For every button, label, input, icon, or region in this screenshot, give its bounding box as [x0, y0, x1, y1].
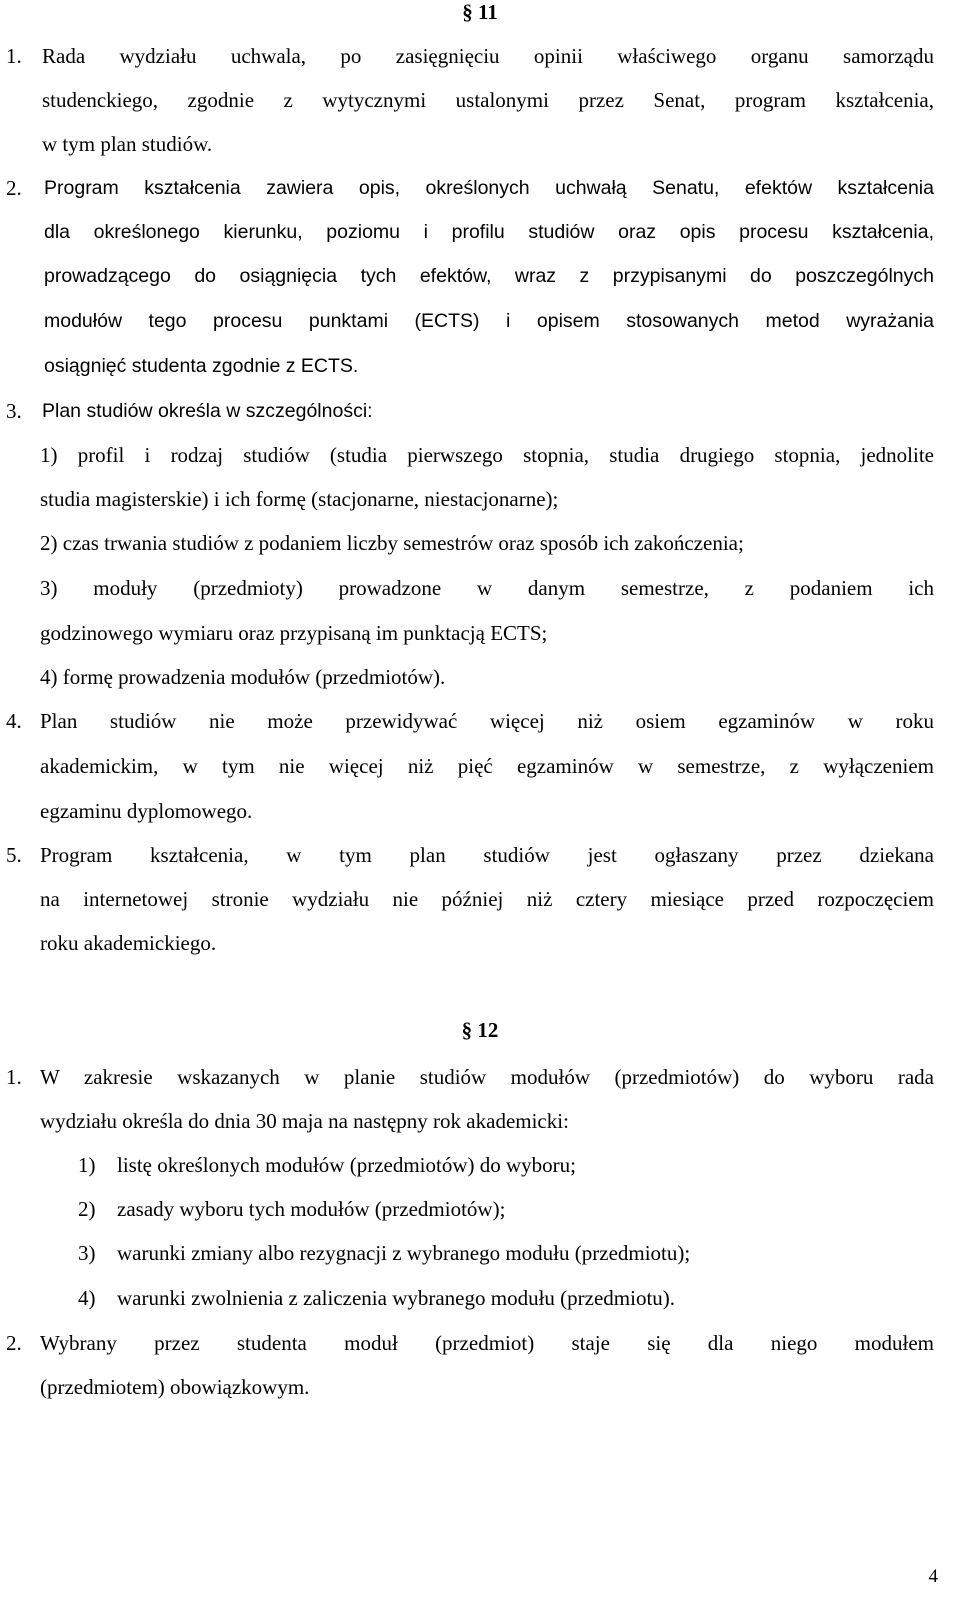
- paragraph-line: Rada wydziału uchwala, po zasięgnięciu opinii właściwego organu samorządu: [42, 44, 934, 68]
- paragraph-line: studenckiego, zgodnie z wytycznymi ustalonymi przez Senat, program kształcenia,: [42, 88, 934, 112]
- paragraph-line: wydziału określa do dnia 30 maja na następny rok akademicki:: [40, 1109, 569, 1133]
- paragraph-line: Program kształcenia zawiera opis, określonych uchwałą Senatu, efektów kształcenia: [44, 177, 934, 199]
- section-heading-12: § 12: [461, 1018, 499, 1042]
- list-item: warunki zwolnienia z zaliczenia wybranego modułu (przedmiotu).: [117, 1286, 676, 1310]
- paragraph-line: modułów tego procesu punktami (ECTS) i opisem stosowanych metod wyrażania: [44, 310, 934, 332]
- paragraph-number: 1.: [6, 1065, 22, 1089]
- paragraph-line: Plan studiów nie może przewidywać więcej niż osiem egzaminów w roku: [40, 709, 934, 733]
- paragraph-line: dla określonego kierunku, poziomu i profilu studiów oraz opis procesu kształcenia,: [44, 221, 934, 243]
- list-item: warunki zmiany albo rezygnacji z wybranego modułu (przedmiotu);: [117, 1241, 691, 1265]
- paragraph-line: Wybrany przez studenta moduł (przedmiot) staje się dla niego modułem: [40, 1331, 934, 1355]
- list-item-number: 1): [78, 1153, 96, 1177]
- paragraph-line: w tym plan studiów.: [42, 132, 213, 156]
- paragraph-line: godzinowego wymiaru oraz przypisaną im punktacją ECTS;: [40, 621, 548, 645]
- section-heading-11: § 11: [462, 0, 498, 24]
- paragraph-line: 2) czas trwania studiów z podaniem liczby semestrów oraz sposób ich zakończenia;: [40, 531, 744, 555]
- paragraph-line: na internetowej stronie wydziału nie później niż cztery miesiące przed rozpoczęciem: [40, 887, 934, 911]
- paragraph-line: roku akademickiego.: [40, 931, 217, 955]
- paragraph-number: 2.: [6, 176, 22, 200]
- paragraph-line: Plan studiów określa w szczególności:: [42, 400, 373, 422]
- paragraph-line: prowadzącego do osiągnięcia tych efektów, wraz z przypisanymi do poszczególnych: [44, 265, 934, 287]
- paragraph-line: studia magisterskie) i ich formę (stacjonarne, niestacjonarne);: [40, 487, 559, 511]
- page-number: 4: [928, 1566, 938, 1587]
- paragraph-line: 1) profil i rodzaj studiów (studia pierwszego stopnia, studia drugiego stopnia, jednolite: [40, 443, 934, 467]
- list-item: listę określonych modułów (przedmiotów) do wyboru;: [117, 1153, 577, 1177]
- paragraph-line: 3) moduły (przedmioty) prowadzone w danym semestrze, z podaniem ich: [40, 576, 934, 600]
- paragraph-number: 5.: [6, 843, 22, 867]
- paragraph-line: osiągnięć studenta zgodnie z ECTS.: [44, 355, 359, 377]
- paragraph-number: 2.: [6, 1331, 22, 1355]
- paragraph-number: 3.: [6, 399, 22, 423]
- paragraph-line: egzaminu dyplomowego.: [40, 799, 253, 823]
- paragraph-number: 1.: [6, 44, 22, 68]
- paragraph-line: W zakresie wskazanych w planie studiów modułów (przedmiotów) do wyboru rada: [40, 1065, 934, 1089]
- paragraph-number: 4.: [6, 709, 22, 733]
- paragraph-line: 4) formę prowadzenia modułów (przedmiotów).: [40, 665, 446, 689]
- paragraph-line: akademickim, w tym nie więcej niż pięć egzaminów w semestrze, z wyłączeniem: [40, 754, 934, 778]
- paragraph-line: (przedmiotem) obowiązkowym.: [40, 1375, 310, 1399]
- list-item-number: 3): [78, 1241, 96, 1265]
- list-item-number: 2): [78, 1197, 96, 1221]
- paragraph-line: Program kształcenia, w tym plan studiów jest ogłaszany przez dziekana: [40, 843, 934, 867]
- list-item-number: 4): [78, 1286, 96, 1310]
- list-item: zasady wyboru tych modułów (przedmiotów);: [117, 1197, 506, 1221]
